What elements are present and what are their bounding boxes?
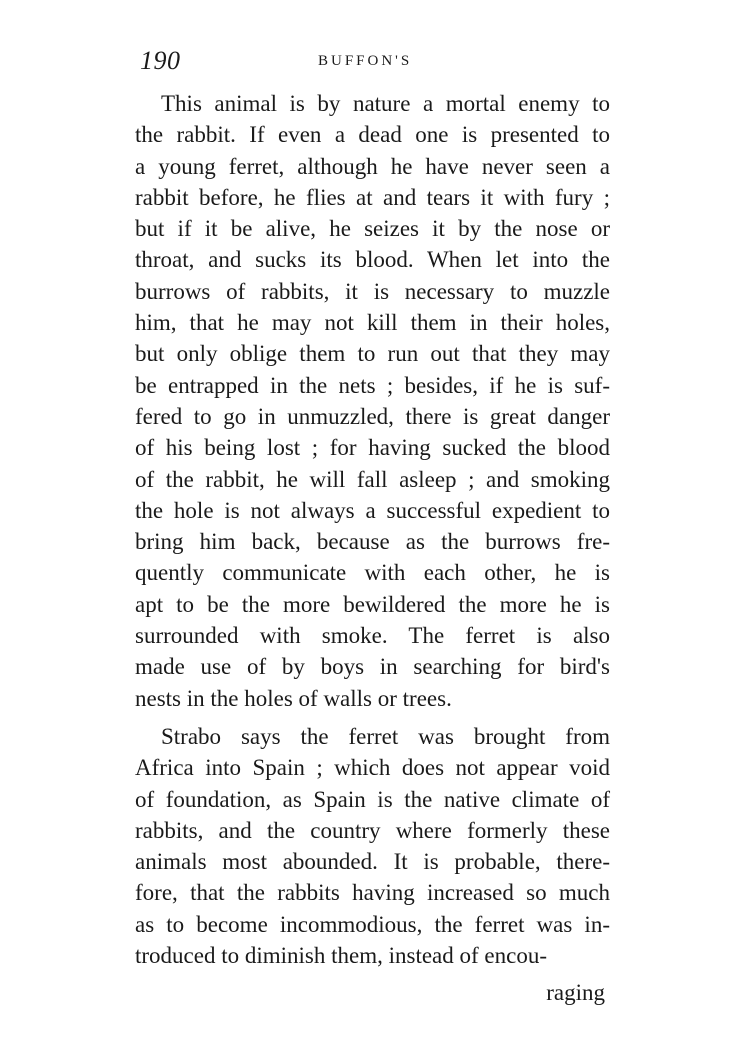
text-line: burrows of rabbits, it is necessary to muzzle [135,278,610,304]
text-line: the rabbit. If even a dead one is presented to [135,122,610,148]
text-line: throat, and sucks its blood. When let into the [135,247,610,273]
running-head [140,46,610,80]
text-line: bring him back, because as the burrows fre- [135,529,610,555]
text-line: made use of by boys in searching for bird's [135,654,610,680]
text-line: fered to go in unmuzzled, there is great danger [135,403,610,429]
text-line: apt to be the more bewildered the more he is [135,591,610,617]
text-line: but if it be alive, he seizes it by the nose or [135,216,610,242]
text-line: animals most abounded. It is probable, there- [135,849,610,875]
text-line: quently communicate with each other, he is [135,560,610,586]
body-text [135,88,610,971]
text-line: troduced to diminish them, instead of encou- [135,943,547,969]
text-line: surrounded with smoke. The ferret is also [135,623,610,649]
text-line: of the rabbit, he will fall asleep ; and smoking [135,466,610,492]
catchword: raging [546,980,605,1005]
text-line: of foundation, as Spain is the native climate of [135,786,610,812]
text-line: him, that he may not kill them in their holes, [135,310,610,336]
text-line: This animal is by nature a mortal enemy to [161,91,610,116]
text-line: nests in the holes of walls or trees. [135,685,452,711]
paragraph [135,88,610,714]
text-line: fore, that the rabbits having increased so much [135,880,610,906]
text-line: a young ferret, although he have never seen a [135,153,610,179]
paragraph-gap [135,714,610,721]
page-number: 190 [140,46,181,75]
running-title: BUFFON'S [318,53,413,69]
text-line: Africa into Spain ; which does not appear void [135,755,610,781]
text-line: rabbits, and the country where formerly these [135,817,610,843]
text-line: but only oblige them to run out that they may [135,341,610,367]
text-line: Strabo says the ferret was brought from [161,723,610,749]
text-line: of his being lost ; for having sucked the blood [135,435,610,461]
text-line: as to become incommodious, the ferret was in- [135,911,610,937]
text-line: the hole is not always a successful expedient to [135,497,610,523]
paragraph [135,721,610,971]
text-line: be entrapped in the nets ; besides, if he is suf- [135,372,610,398]
text-line: rabbit before, he flies at and tears it with fury ; [135,184,610,210]
